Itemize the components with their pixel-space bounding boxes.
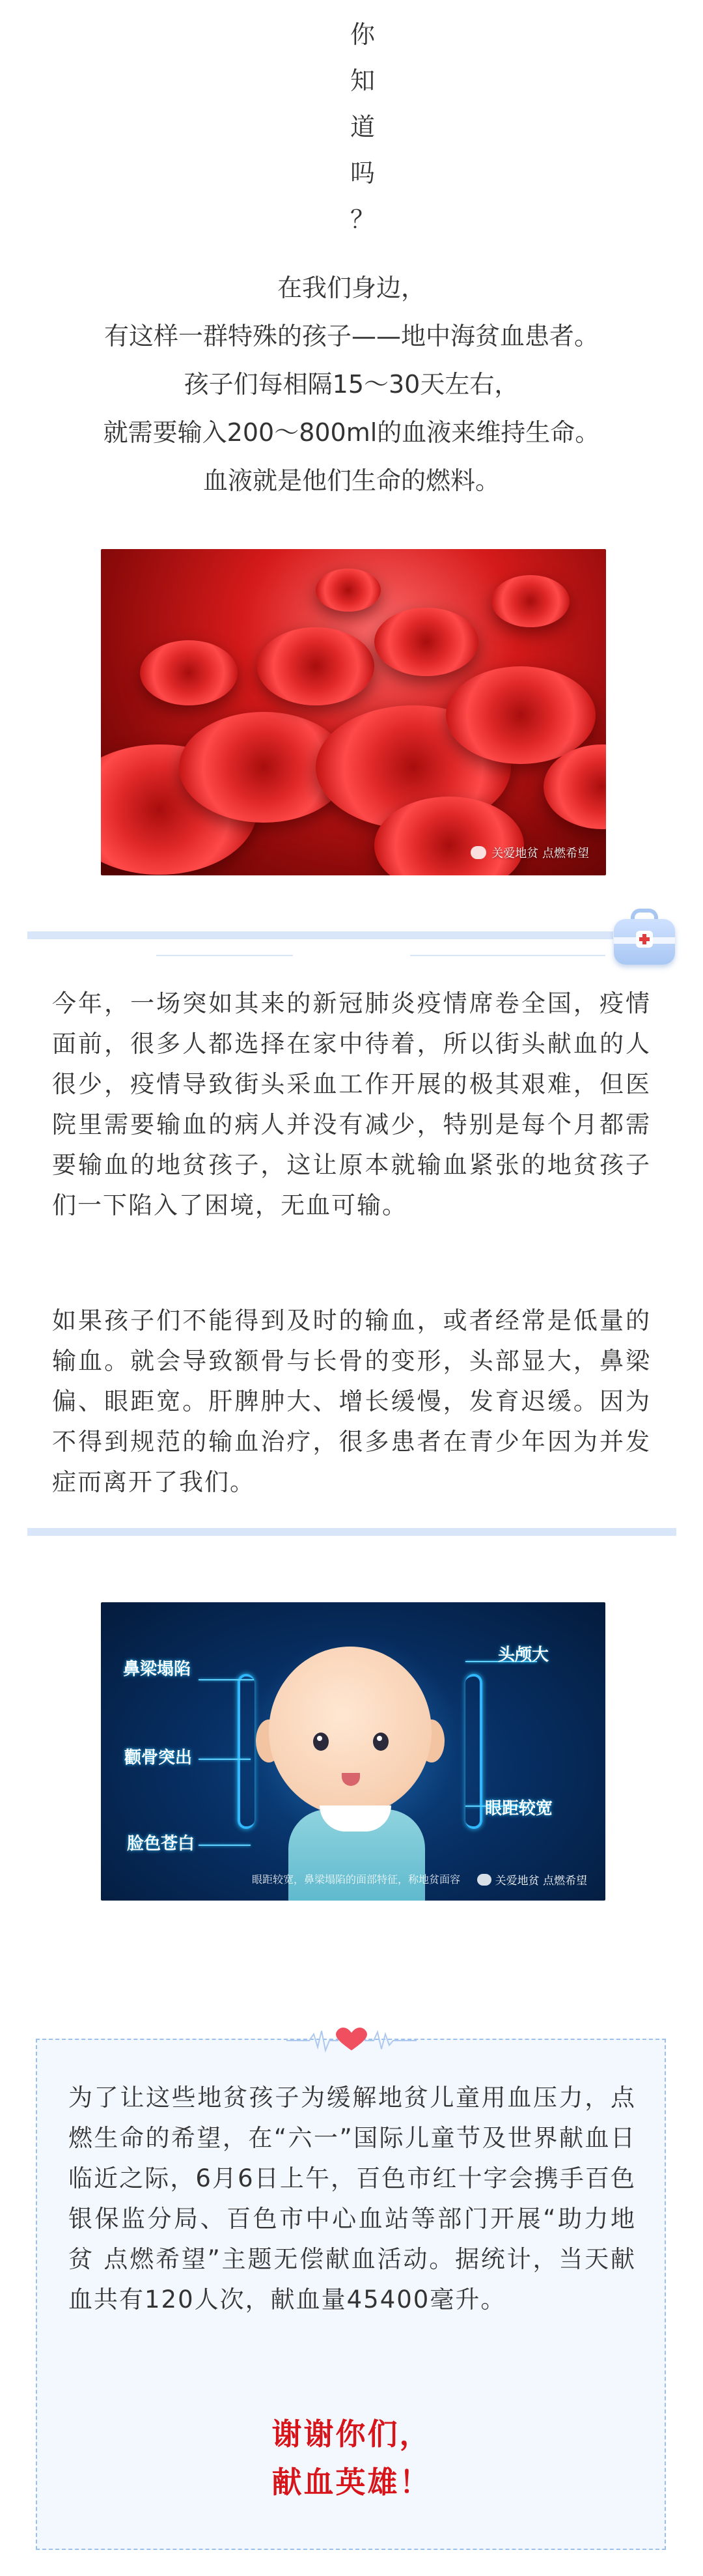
medical-kit-icon [609, 902, 680, 974]
watermark: 关爱地贫 点燃希望 [477, 1871, 587, 1888]
heartbeat-divider [0, 2024, 703, 2057]
wechat-icon [471, 846, 486, 859]
paragraph: 今年，一场突如其来的新冠肺炎疫情席卷全国，疫情面前，很多人都选择在家中待着，所以街头献血的人很少，疫情导致街头采血工作开展的极其艰难，但医院里需要输血的病人并没有减少，特别是每个月都需要输血的地贫孩子，这让原本就输血紧张的地贫孩子们一下陷入了困境，无血可输。 [52, 989, 651, 1219]
section-divider-thin [410, 955, 605, 956]
label-head: 头颅大 [498, 1645, 549, 1665]
thalassemia-face-illustration [101, 1602, 605, 1901]
illustration-caption: 眼距较宽，鼻梁塌陷的面部特征，称地贫面容 [252, 1873, 461, 1886]
heart-icon [336, 2028, 367, 2050]
label-cheekbone: 颧骨突出 [124, 1748, 193, 1768]
blood-cells-image [101, 549, 606, 875]
label-face: 脸色苍白 [127, 1834, 195, 1854]
paragraph: 为了让这些地贫孩子为缓解地贫儿童用血压力，点燃生命的希望，在“六一”国际儿童节及世界献血日临近之际，6月6日上午，百色市红十字会携手百色银保监分局、百色市中心血站等部门开展“助力地贫 点燃希望”主题无偿献血活动。据统计，当天献血共有120人次，献血量45400毫升。 [68, 2084, 636, 2314]
section-divider [27, 931, 613, 939]
thanks-line: 谢谢你们， [271, 2416, 432, 2452]
heading-char: 你 [350, 20, 376, 49]
paragraph: 如果孩子们不能得到及时的输血，或者经常是低量的输血。就会导致额骨与长骨的变形，头部显大，鼻梁偏、眼距宽。肝脾肿大、增长缓慢，发育迟缓。因为不得到规范的输血治疗，很多患者在青少年因为并发症而离开了我们。 [52, 1307, 651, 1496]
label-nose: 鼻梁塌陷 [123, 1660, 191, 1679]
heading-char: 道 [350, 113, 376, 141]
thanks-line: 献血英雄！ [271, 2465, 432, 2500]
section-divider [27, 1528, 676, 1536]
heading-char: 吗 [350, 159, 376, 188]
intro-line: 就需要输入200～800ml的血液来维持生命。 [103, 418, 600, 447]
intro-line: 血液就是他们生命的燃料。 [202, 466, 500, 495]
heading-char: ？ [350, 205, 376, 234]
intro-text [0, 264, 703, 505]
label-eyes: 眼距较宽 [485, 1799, 553, 1819]
intro-line: 在我们身边， [277, 274, 426, 302]
watermark: 关爱地贫 点燃希望 [471, 844, 589, 861]
intro-line: 有这样一群特殊的孩子——地中海贫血患者。 [103, 322, 599, 350]
wechat-icon [477, 1874, 491, 1886]
section-divider-thin [156, 955, 293, 956]
heading-char: 知 [350, 66, 376, 95]
intro-line: 孩子们每相隔15～30天左右， [184, 370, 519, 399]
